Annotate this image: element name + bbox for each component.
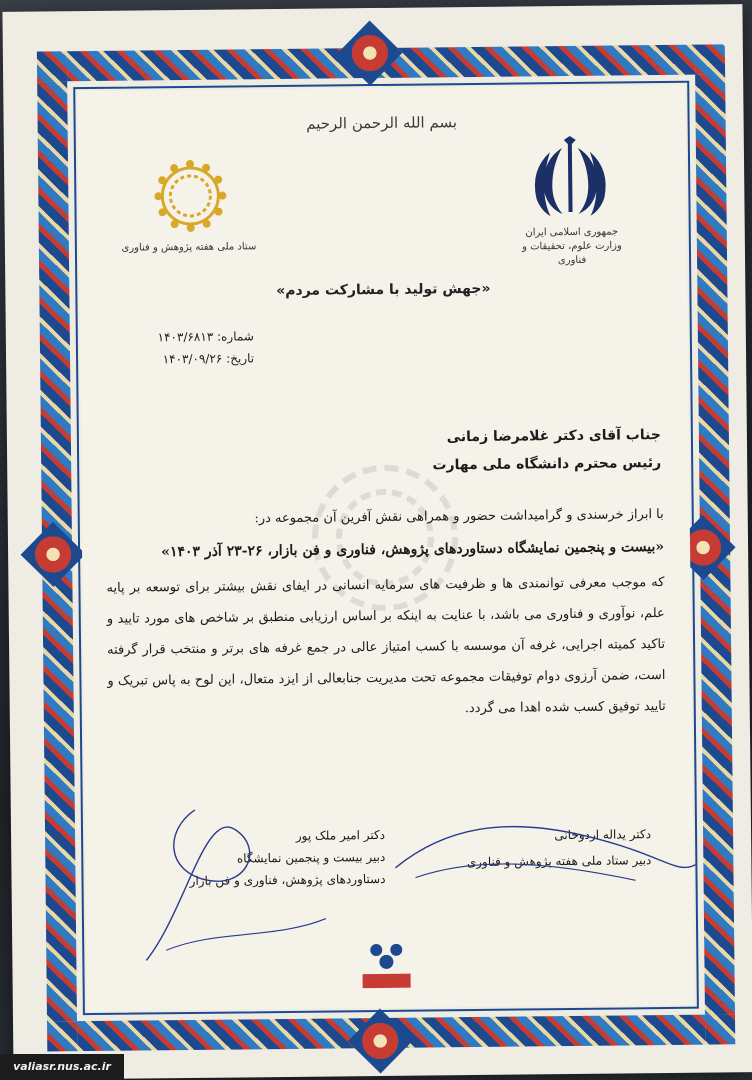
intro-text: با ابراز خرسندی و گرامیداشت حضور و همراهی نقش آفرین آن مجموعه در: [254,507,664,527]
research-week-logo-label: ستاد ملی هفته پژوهش و فناوری [121,241,257,254]
ministry-label [507,225,637,268]
signature-block-left [175,824,386,892]
signatory-right-name: دکتر یداله اردوخانی [554,827,652,843]
letter-number-row [104,325,254,349]
ministry-label-line1: جمهوری اسلامی ایران [525,226,619,239]
certificate-body [77,85,695,1011]
letter-date-label: تاریخ: [226,351,255,366]
certificate-paper [2,4,752,1080]
iran-emblem-icon [522,135,619,222]
addressee-title: رئیس محترم دانشگاه ملی مهارت [432,455,662,474]
slogan: «جهش تولید با مشارکت مردم» [276,280,491,300]
site-url-footer[interactable]: valiasr.nus.ac.ir [0,1054,124,1080]
exhibition-title: «بیست و پنجمین نمایشگاه دستاوردهای پژوهش، فناوری و فن بازار، ۲۶-۲۳ آذر ۱۴۰۳» [161,539,665,561]
addressee [432,421,661,479]
letter-number-label: شماره: [216,329,254,344]
letter-number-value: ۱۴۰۳/۶۸۱۳ [157,329,214,345]
certificate-text [106,499,666,728]
ministry-label-line2: وزارت علوم، تحقیقات و فناوری [521,240,622,267]
body-paragraph: که موجب معرفی توانمندی ها و ظرفیت های سرمایه انسانی در ایفای نقش بیشتر برای توسعه بر پایه علم، نوآوری و فناوری می باشد، با عنایت به اینکه بر اساس ارزیابی منطبق بر شاخص های مورد تایید و تاکید کمیته اجرایی، غرفه آن موسسه با کسب امتیاز عالی در جمع غرفه های برتر و منتخب قرار گرفته است، ضمن آرزوی دوام توفیقات مجموعه تحت مدیریت جنابعالی از ایزد متعال، این لوح به پاس تبریک و تایید توفیق کسب شده اهدا می گردد. [106,575,666,717]
addressee-name: جناب آقای دکتر غلامرضا زمانی [446,427,661,446]
letter-date-row [104,347,254,371]
signatory-left-name: دکتر امیر ملک پور [295,827,386,843]
fanbazar-logo-icon [356,940,417,991]
research-week-logo-icon [150,156,231,237]
letter-meta [104,325,254,371]
signatory-right-title: دبیر ستاد ملی هفته پژوهش و فناوری [466,853,652,870]
signature-block-right [441,821,652,875]
letter-date-value: ۱۴۰۳/۰۹/۲۶ [162,351,223,367]
basmala-calligraphy: بسم الله الرحمن الرحیم [306,113,458,133]
signatory-left-title: دبیر بیست و پنجمین نمایشگاه دستاوردهای پژوهش، فناوری و فن بازار [189,849,386,888]
